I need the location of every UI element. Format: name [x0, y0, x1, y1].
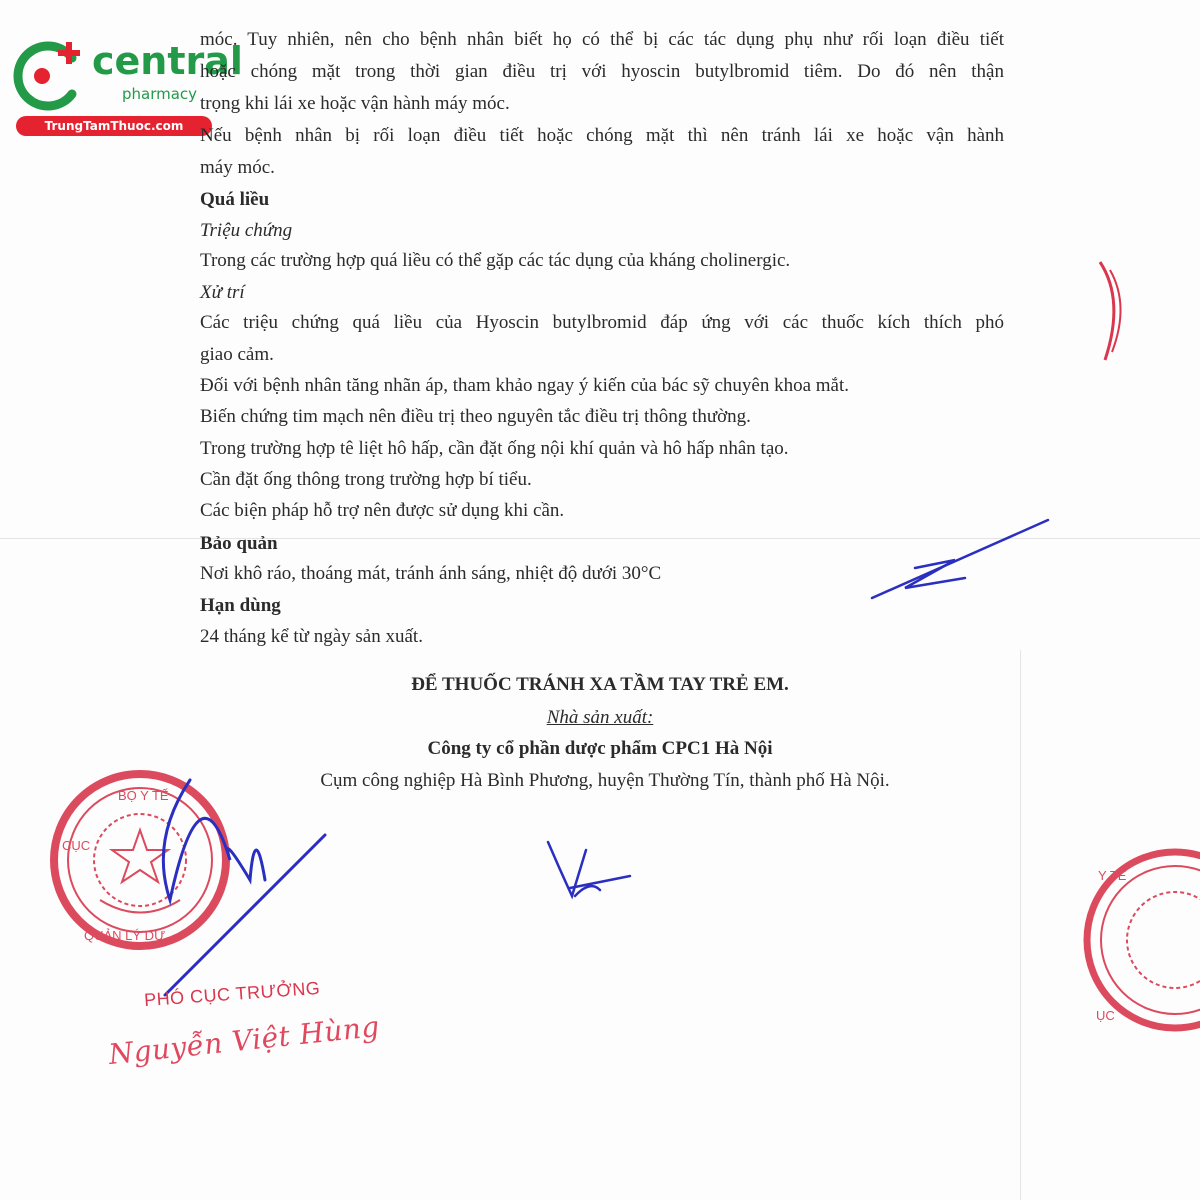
treatment-line: Trong trường hợp tê liệt hô hấp, cần đặt ống nội khí quản và hô hấp nhân tạo.	[200, 438, 789, 459]
warning-text: ĐỂ THUỐC TRÁNH XA TẦM TAY TRẺ EM.	[411, 674, 789, 695]
storage-heading: Bảo quản	[200, 533, 278, 554]
treatment-line: Biến chứng tim mạch nên điều trị theo nguyên tắc điều trị thông thường.	[200, 406, 751, 427]
paragraph-line: Nếu bệnh nhân bị rối loạn điều tiết hoặc chóng mặt thì nên tránh lái xe hoặc vận hành	[200, 125, 1004, 146]
manufacturer-address: Cụm công nghiệp Hà Bình Phương, huyện Thường Tín, thành phố Hà Nội.	[320, 770, 890, 791]
treatment-line: Cần đặt ống thông trong trường hợp bí tiểu.	[200, 469, 532, 490]
official-stamp-right	[1087, 852, 1200, 1028]
stamp-fragment	[1100, 262, 1114, 360]
stamp-signer-name: Nguyễn Việt Hùng	[107, 1009, 382, 1072]
stamp-ring-text: BỘ Y TẾ	[118, 788, 169, 803]
expiry-heading: Hạn dùng	[200, 595, 281, 616]
logo-brand-text: central	[92, 39, 243, 83]
svg-text:ỤC: ỤC	[1096, 1008, 1115, 1023]
expiry-text: 24 tháng kể từ ngày sản xuất.	[200, 626, 423, 647]
overdose-heading: Quá liều	[200, 189, 270, 210]
treatment-line: Các triệu chứng quá liều của Hyoscin butylbromid đáp ứng với các thuốc kích thích phó	[200, 312, 1004, 333]
symptoms-heading: Triệu chứng	[200, 220, 293, 241]
storage-text: Nơi khô ráo, thoáng mát, tránh ánh sáng, nhiệt độ dưới 30°C	[200, 563, 662, 584]
svg-text:CỤC: CỤC	[62, 838, 91, 853]
symptoms-text: Trong các trường hợp quá liều có thể gặp các tác dụng của kháng cholinergic.	[200, 250, 791, 271]
logo-url-badge[interactable]: TrungTamThuoc.com	[16, 116, 212, 136]
treatment-line: Đối với bệnh nhân tăng nhãn áp, tham khảo ngay ý kiến của bác sỹ chuyên khoa mắt.	[200, 375, 850, 396]
treatment-line: Các biện pháp hỗ trợ nên được sử dụng khi cần.	[200, 500, 565, 521]
treatment-heading: Xử trí	[200, 282, 245, 303]
paragraph-line: móc. Tuy nhiên, nên cho bệnh nhân biết họ có thể bị các tác dụng phụ như rối loạn điều tiết	[200, 29, 1004, 50]
manufacturer-label-text: Nhà sản xuất:	[546, 707, 654, 728]
official-stamp-left	[54, 774, 226, 946]
paragraph-line: trọng khi lái xe hoặc vận hành máy móc.	[200, 93, 510, 114]
paragraph-line: hoặc chóng mặt trong thời gian điều trị với hyoscin butylbromid tiêm. Do đó nên thận	[200, 61, 1004, 82]
logo-sub-text: pharmacy	[122, 85, 198, 103]
svg-text:QUẢN LÝ DƯ: QUẢN LÝ DƯ	[84, 928, 166, 943]
signature-center	[548, 842, 630, 896]
signature-left	[163, 780, 325, 995]
manufacturer-name: Công ty cổ phần dược phẩm CPC1 Hà Nội	[427, 738, 773, 759]
svg-text:Y TẾ: Y TẾ	[1098, 868, 1127, 883]
signature-right	[872, 520, 1048, 598]
treatment-line: giao cảm.	[200, 344, 274, 365]
stamp-title: PHÓ CỤC TRƯỞNG	[143, 977, 321, 1011]
paragraph-line: máy móc.	[200, 157, 275, 178]
